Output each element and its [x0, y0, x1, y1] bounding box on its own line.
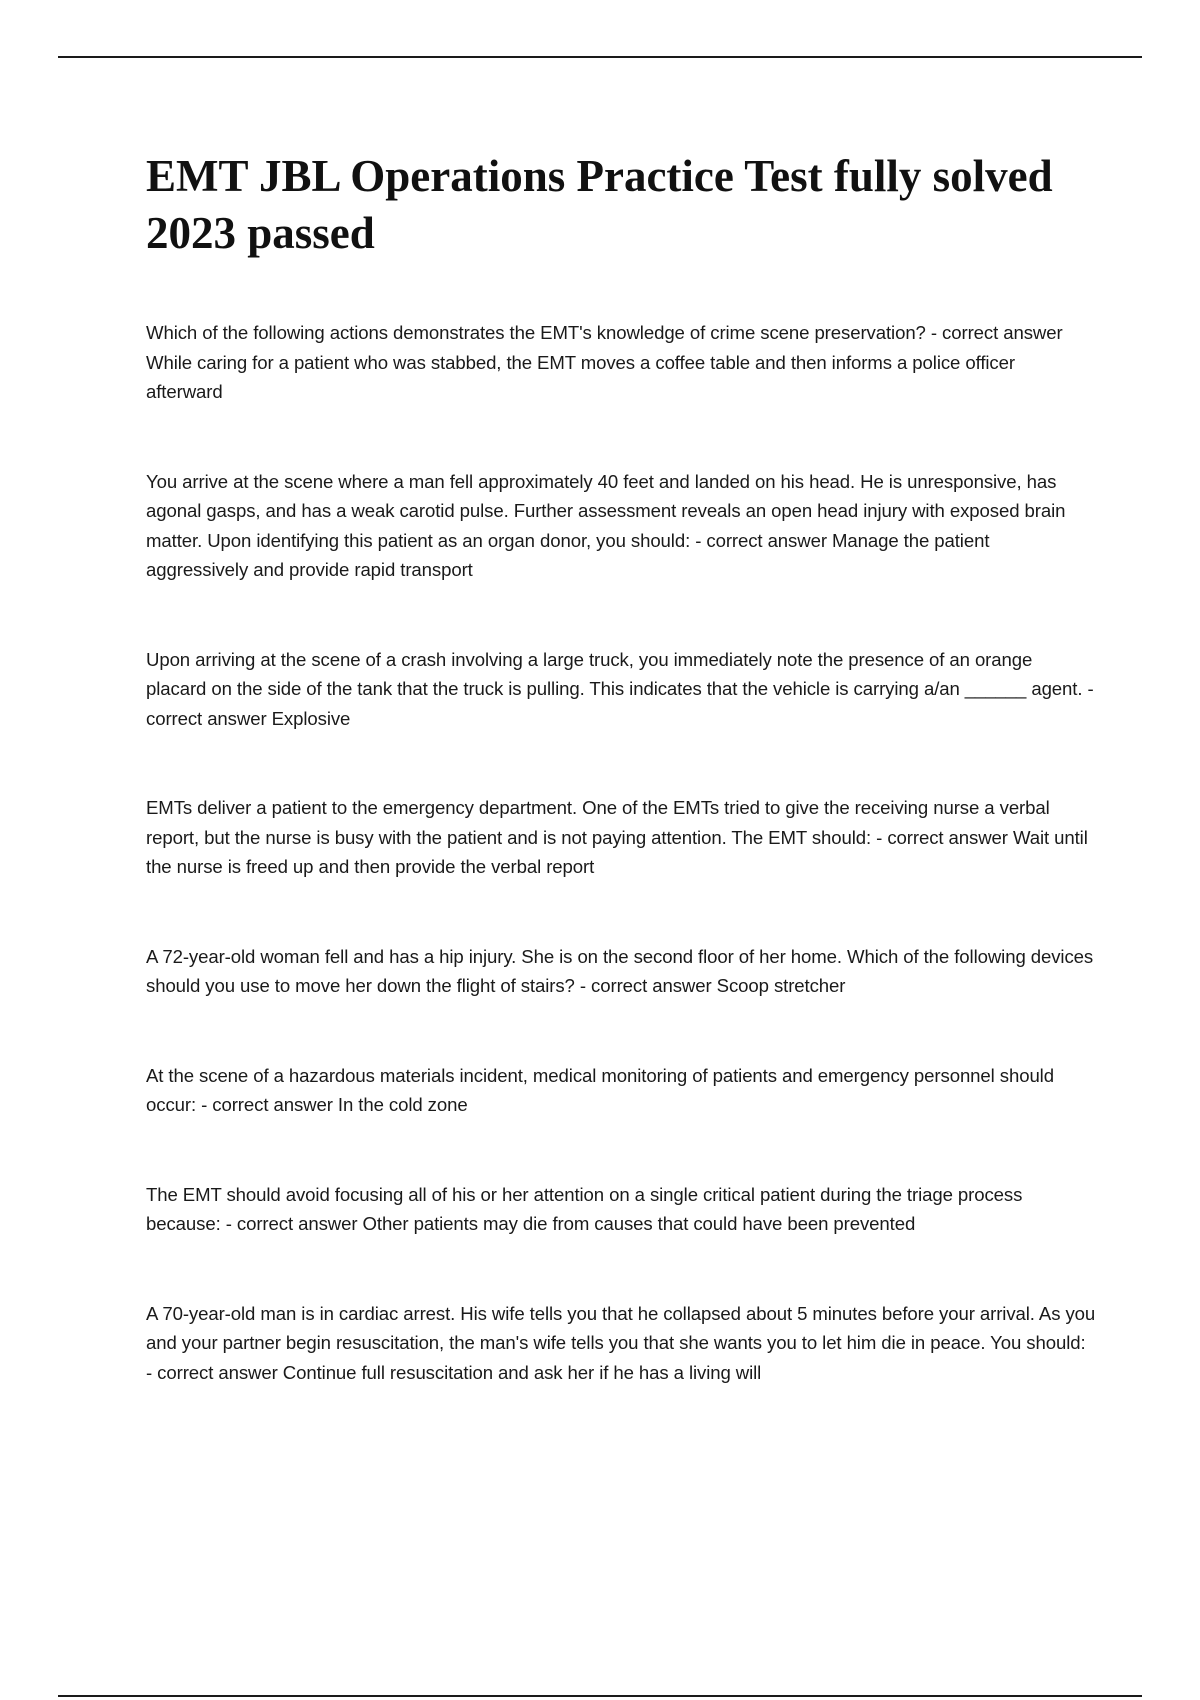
question-text: A 70-year-old man is in cardiac arrest. His wife tells you that he collapsed about 5 minutes before your arrival. As you and your partner begin resuscitation, the man's wife tells you that she wants you to let him die in peace. You should: [146, 1302, 1096, 1353]
answer-text: While caring for a patient who was stabbed, the EMT moves a coffee table and then informs a police officer afterward [146, 351, 1015, 402]
top-rule [58, 56, 1142, 58]
answer-marker: correct answer [157, 1361, 278, 1383]
answer-text: Other patients may die from causes that could have been prevented [362, 1213, 916, 1234]
question-text: Upon arriving at the scene of a crash involving a large truck, you immediately note the presence of an orange placard on the side of the tank that the truck is pulling. This indicates that the vehicle is carrying a/an ______ agent. [146, 648, 1083, 699]
answer-text: Scoop stretcher [716, 975, 846, 996]
qa-item [146, 467, 1096, 585]
bottom-rule [58, 1695, 1142, 1697]
qa-item [146, 318, 1096, 407]
answer-marker: correct answer [236, 1213, 358, 1234]
answer-text: In the cold zone [337, 1094, 468, 1115]
question-text: EMTs deliver a patient to the emergency department. One of the EMTs tried to give the receiving nurse a verbal report, but the nurse is busy with the patient and is not paying attention. The EMT should: [146, 797, 1050, 848]
qa-item [146, 1061, 1096, 1120]
answer-marker: correct answer [146, 707, 267, 729]
answer-text: Manage the patient aggressively and provide rapid transport [146, 529, 990, 580]
document-body [146, 148, 1096, 1447]
question-text: Which of the following actions demonstrates the EMT's knowledge of crime scene preservation? [146, 322, 926, 343]
answer-marker: correct answer [887, 826, 1008, 848]
qa-item [146, 942, 1096, 1001]
question-text: You arrive at the scene where a man fell approximately 40 feet and landed on his head. He is unresponsive, has agonal gasps, and has a weak carotid pulse. Further assessment reveals an open head injury with exposed brain matter. Upon identifying this patient as an organ donor, you should: [146, 470, 1066, 551]
answer-marker: correct answer [591, 975, 712, 996]
qa-item [146, 793, 1096, 882]
question-text: At the scene of a hazardous materials incident, medical monitoring of patients and emergency personnel should occur: [146, 1064, 1054, 1115]
qa-item [146, 1180, 1096, 1239]
answer-marker: correct answer [942, 322, 1063, 343]
answer-text: Wait until the nurse is freed up and then provide the verbal report [146, 826, 1088, 877]
document-title: EMT JBL Operations Practice Test fully solved 2023 passed [146, 151, 1053, 258]
answer-marker: correct answer [706, 529, 827, 551]
question-text: The EMT should avoid focusing all of his or her attention on a single critical patient during the triage process because: [146, 1183, 1023, 1234]
qa-item [146, 645, 1096, 734]
question-text: A 72-year-old woman fell and has a hip injury. She is on the second floor of her home. Which of the following devices should you use to move her down the flight of stairs? [146, 945, 1094, 996]
answer-text: Explosive [271, 707, 351, 729]
answer-marker: correct answer [212, 1094, 333, 1115]
qa-list [146, 318, 1096, 1387]
answer-text: Continue full resuscitation and ask her if he has a living will [282, 1361, 762, 1383]
qa-item [146, 1299, 1096, 1388]
